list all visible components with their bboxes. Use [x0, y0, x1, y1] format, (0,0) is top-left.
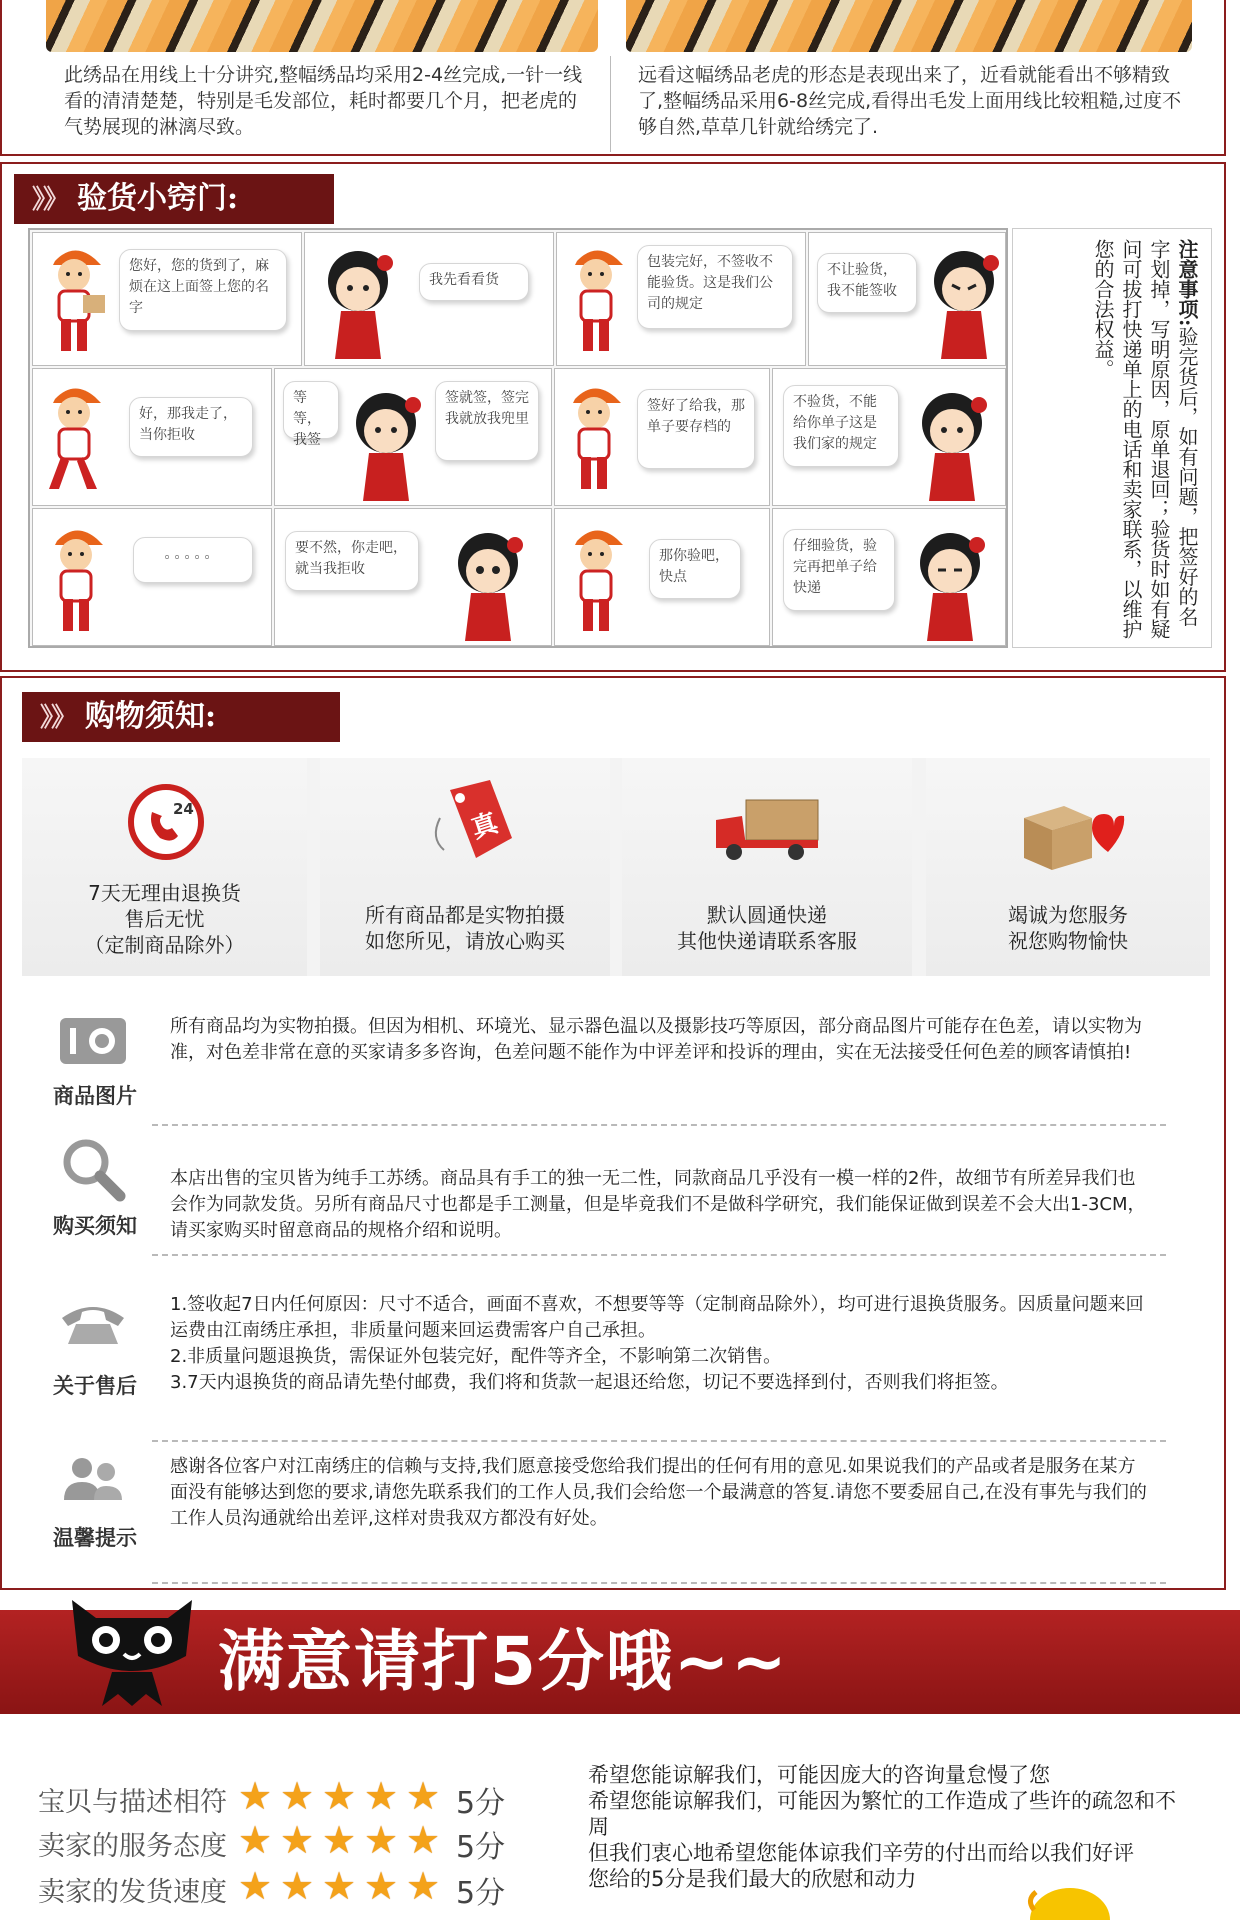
smiley-mascot-icon — [1020, 1880, 1110, 1920]
feature-shipping — [622, 758, 912, 976]
divider — [610, 56, 611, 152]
double-arrow-icon: 》》 — [32, 185, 68, 215]
double-arrow-icon: 》》 — [40, 703, 76, 733]
star-icon: ★ — [280, 1864, 315, 1908]
star-icon: ★ — [238, 1774, 273, 1818]
speech-bubble: 签好了给我，那单子要存档的 — [637, 389, 755, 469]
feature-strip — [22, 758, 1210, 976]
rating-label: 宝贝与描述相符 — [38, 1787, 227, 1818]
star-icon: ★ — [280, 1774, 315, 1818]
fine-embroidery-tiger-image — [46, 0, 598, 52]
notice-box — [1012, 228, 1212, 648]
section-header — [22, 692, 340, 742]
speech-bubble: 。。。。。 — [133, 537, 253, 583]
rating-score: 5分 — [456, 1876, 506, 1911]
notice-title: 注意事项: — [1175, 239, 1199, 327]
24h-clock-icon — [126, 782, 206, 862]
star-icon: ★ — [364, 1818, 399, 1862]
rating-score: 5分 — [456, 1786, 506, 1821]
customer-girl-icon — [313, 241, 403, 361]
row-label: 关于售后 — [53, 1373, 137, 1398]
fine-embroidery-description: 此绣品在用线上十分讲究,整幅绣品均采用2-4丝完成,一针一线看的清清楚楚，特别是毛发部位，耗时都要几个月，把老虎的气势展现的淋漓尽致。 — [64, 64, 583, 138]
speech-bubble: 要不然，你走吧，就当我拒收 — [285, 531, 419, 591]
courier-boy-icon — [37, 377, 111, 497]
comic-panel — [808, 232, 1006, 366]
box-heart-icon — [1016, 796, 1126, 876]
row-text: 感谢各位客户对江南绣庄的信赖与支持,我们愿意接受您给我们提出的任何有用的意见.如果说我们的产品或者是服务在某方面没有能够达到您的要求,请您先联系我们的工作人员,我们会给您一个最满意的答复.请您不要委屈自己,在没有事先与我们的工作人员沟通就给出差评,这样对贵我双方都没有好处。 — [170, 1456, 1147, 1529]
rating-row-shipping — [38, 1864, 538, 1911]
feature-text: 竭诚为您服务 祝您购物愉快 — [1008, 903, 1128, 953]
star-icon: ★ — [406, 1818, 441, 1862]
speech-bubble: 签就签，签完我就放我兜里 — [435, 381, 539, 461]
tmall-cat-icon — [62, 1594, 202, 1712]
courier-boy-icon — [557, 377, 631, 497]
telephone-icon — [58, 1298, 128, 1348]
notice-row-after-sales — [2, 1272, 1202, 1422]
speech-bubble: 那你验吧，快点 — [649, 539, 741, 599]
price-tag-icon — [420, 778, 520, 868]
feature-text: 默认圆通快递 其他快递请联系客服 — [677, 903, 857, 953]
dashed-divider — [152, 1440, 1166, 1442]
comic-panel — [32, 368, 272, 506]
speech-bubble: 不验货，不能给你单子这是我们家的规定 — [783, 385, 899, 467]
dashed-divider — [152, 1582, 1166, 1584]
comic-panel — [32, 232, 302, 366]
courier-boy-icon — [39, 519, 113, 639]
embroidery-comparison — [0, 0, 1226, 156]
people-icon — [58, 1454, 128, 1504]
delivery-comic — [28, 228, 1008, 648]
notice-body: 验完货后，如有问题，把签好的名字划掉，写明原因，原单退回；验货时如有疑问可拔打快递单上的电话和卖家联系，以维护您的合法权益。 — [1091, 239, 1199, 639]
rating-label: 卖家的发货速度 — [38, 1877, 227, 1908]
courier-boy-icon — [559, 519, 633, 639]
star-icon: ★ — [322, 1864, 357, 1908]
camera-icon — [58, 1014, 128, 1066]
star-icon: ★ — [238, 1818, 273, 1862]
banner-title: 满意请打5分哦~~ — [218, 1623, 789, 1700]
inspection-tips-section — [0, 162, 1226, 672]
comic-panel — [32, 508, 272, 646]
coarse-embroidery-description: 远看这幅绣品老虎的形态是表现出来了，近看就能看出不够精致了,整幅绣品采用6-8丝完成,看得出毛发上面用线比较粗糙,过度不够自然,草草几针就给绣完了. — [638, 64, 1182, 138]
notice-row-product-images — [2, 1014, 1202, 1134]
notice-row-warm-tips — [2, 1454, 1202, 1574]
speech-bubble: 您好，您的货到了，麻烦在这上面签上您的名字 — [119, 249, 287, 331]
rating-banner — [0, 1610, 1240, 1714]
courier-boy-icon — [37, 239, 111, 359]
comic-panel — [772, 508, 1006, 646]
rating-score: 5分 — [456, 1830, 506, 1865]
feature-returns — [22, 758, 307, 976]
rating-row-description — [38, 1774, 538, 1821]
shopping-notice-section — [0, 676, 1226, 1590]
dashed-divider — [152, 1254, 1166, 1256]
feature-real-photos — [320, 758, 610, 976]
coarse-embroidery-tiger-image — [626, 0, 1192, 52]
rating-label: 卖家的服务态度 — [38, 1831, 227, 1862]
thanks-message — [588, 1762, 1188, 1892]
row-label: 温馨提示 — [53, 1525, 137, 1550]
row-label: 购买须知 — [53, 1213, 137, 1238]
feature-service — [926, 758, 1210, 976]
comic-panel — [556, 232, 806, 366]
delivery-truck-icon — [712, 796, 822, 862]
svg-text:24: 24 — [173, 800, 194, 818]
star-icon: ★ — [322, 1818, 357, 1862]
row-text: 本店出售的宝贝皆为纯手工苏绣。商品具有手工的独一无二性，同款商品几乎没有一模一样的2件，故细节有所差异我们也会作为同款发货。另所有商品尺寸也都是手工测量，但是毕竟我们不是做科学研究，我们能保证做到误差不会大出1-3CM，请买家购买时留意商品的规格介绍和说明。 — [170, 1168, 1146, 1241]
comic-panel — [304, 232, 554, 366]
comic-panel — [772, 368, 1006, 506]
notice-row-purchase — [2, 1136, 1202, 1256]
feature-text: 7天无理由退换货 售后无忧 （定制商品除外） — [84, 881, 245, 957]
speech-bubble: 仔细验货，验完再把单子给快递 — [783, 529, 895, 611]
comic-panel — [274, 508, 552, 646]
speech-bubble: 好，那我走了，当你拒收 — [129, 397, 253, 457]
row-label: 商品图片 — [53, 1083, 137, 1108]
comic-panel — [554, 368, 770, 506]
feature-text: 所有商品都是实物拍摄 如您所见，请放心购买 — [365, 903, 565, 953]
thanks-line: 您给的5分是我们最大的欣慰和动力 — [588, 1867, 917, 1891]
row-text: 所有商品均为实物拍摄。但因为相机、环境光、显示器色温以及摄影技巧等原因，部分商品图片可能存在色差，请以实物为准，对色差非常在意的买家请多多咨询，色差问题不能作为中评差评和投诉的理由，实在无法接受任何色差的顾客请慎拍! — [170, 1016, 1142, 1063]
speech-bubble: 等等，我签 — [283, 381, 339, 439]
customer-girl-icon — [907, 383, 997, 503]
section-title: 购物须知: — [85, 699, 217, 734]
star-icon: ★ — [364, 1774, 399, 1818]
rating-row-service — [38, 1818, 538, 1865]
star-icon: ★ — [406, 1774, 441, 1818]
comic-panel — [274, 368, 552, 506]
star-icon: ★ — [238, 1864, 273, 1908]
star-icon: ★ — [364, 1864, 399, 1908]
star-icon: ★ — [406, 1864, 441, 1908]
svg-text:真: 真 — [467, 808, 502, 845]
thanks-line: 但我们衷心地希望您能体谅我们辛劳的付出而给以我们好评 — [588, 1841, 1134, 1865]
customer-girl-icon — [443, 523, 533, 643]
customer-girl-icon — [341, 383, 431, 503]
section-title: 验货小窍门: — [77, 181, 239, 216]
star-icon: ★ — [322, 1774, 357, 1818]
section-header — [14, 174, 334, 224]
magnifier-icon — [60, 1136, 126, 1202]
courier-boy-icon — [559, 239, 633, 359]
speech-bubble: 不让验货，我不能签收 — [817, 253, 917, 313]
thanks-line: 希望您能谅解我们，可能因为繁忙的工作造成了些许的疏忽和不周 — [588, 1789, 1176, 1839]
speech-bubble: 我先看看货 — [419, 263, 529, 301]
customer-girl-icon — [905, 523, 995, 643]
speech-bubble: 包装完好，不签收不能验货。这是我们公司的规定 — [637, 245, 793, 329]
star-icon: ★ — [280, 1818, 315, 1862]
dashed-divider — [152, 1124, 1166, 1126]
comic-panel — [554, 508, 770, 646]
customer-girl-icon — [919, 241, 1006, 361]
thanks-line: 希望您能谅解我们，可能因庞大的咨询量怠慢了您 — [588, 1763, 1050, 1787]
row-text: 1.签收起7日内任何原因：尺寸不适合，画面不喜欢，不想要等等（定制商品除外），均可进行退换货服务。因质量问题来回运费由江南绣庄承担，非质量问题来回运费需客户自己承担。 2.非质量问题退换货，需保证外包装完好，配件等齐全，不影响第二次销售。 3.7天内退换货的商品请先垫付邮费，我们将和货款一起退还给您，切记不要选择到付，否则我们将拒签。 — [170, 1294, 1144, 1393]
